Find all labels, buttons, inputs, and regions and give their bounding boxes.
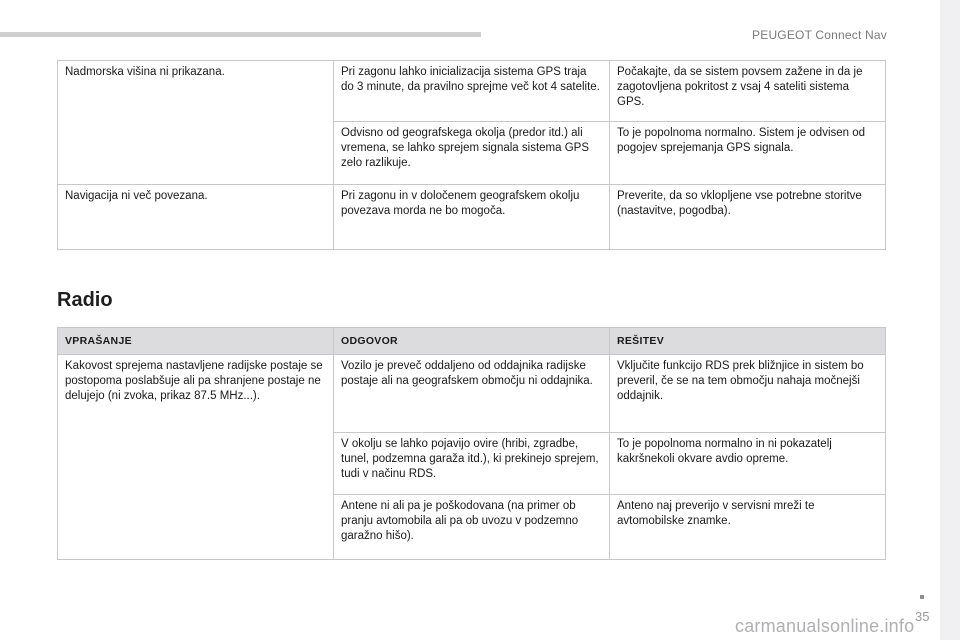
question-cell: Kakovost sprejema nastavljene radijske postaje se postopoma poslabšuje ali pa shranjene postaje ne delujejo (ni zvoka, prikaz 87.5 MHz...).	[58, 355, 334, 560]
table-header-row	[58, 328, 886, 355]
table-row	[58, 61, 886, 122]
question-cell: Nadmorska višina ni prikazana.	[58, 61, 334, 185]
answer-cell: V okolju se lahko pojavijo ovire (hribi, zgradbe, tunel, podzemna garaža itd.), ki prekinejo sprejem, tudi v načinu RDS.	[334, 433, 610, 495]
header-answer: ODGOVOR	[334, 328, 610, 355]
question-cell: Navigacija ni več povezana.	[58, 185, 334, 250]
solution-cell: Anteno naj preverijo v servisni mreži te avtomobilske znamke.	[610, 495, 886, 560]
radio-troubleshooting-table	[57, 327, 886, 560]
solution-cell: Vključite funkcijo RDS prek bližnjice in sistem bo preveril, če se na tem območju nahaja močnejši oddajnik.	[610, 355, 886, 433]
answer-cell: Odvisno od geografskega okolja (predor itd.) ali vremena, se lahko sprejem signala sistema GPS zelo razlikuje.	[334, 122, 610, 185]
watermark: carmanualsonline.info	[735, 616, 915, 636]
answer-cell: Pri zagonu in v določenem geografskem okolju povezava morda ne bo mogoča.	[334, 185, 610, 250]
page-number: 35	[915, 609, 930, 624]
solution-cell: To je popolnoma normalno. Sistem je odvisen od pogojev sprejemanja GPS signala.	[610, 122, 886, 185]
gps-troubleshooting-table	[57, 60, 886, 250]
table-row	[58, 355, 886, 433]
square-bullet-icon	[920, 595, 924, 599]
answer-cell: Pri zagonu lahko inicializacija sistema GPS traja do 3 minute, da pravilno sprejme več kot 4 satelite.	[334, 61, 610, 122]
top-rule	[0, 32, 481, 37]
solution-cell: To je popolnoma normalno in ni pokazatelj kakršnekoli okvare avdio opreme.	[610, 433, 886, 495]
table-row	[58, 185, 886, 250]
solution-cell: Preverite, da so vklopljene vse potrebne storitve (nastavitve, pogodba).	[610, 185, 886, 250]
solution-cell: Počakajte, da se sistem povsem zažene in da je zagotovljena pokritost z vsaj 4 sateliti sistema GPS.	[610, 61, 886, 122]
header-solution: REŠITEV	[610, 328, 886, 355]
right-band	[940, 0, 960, 640]
header-question: VPRAŠANJE	[58, 328, 334, 355]
answer-cell: Vozilo je preveč oddaljeno od oddajnika radijske postaje ali na geografskem območju ni oddajnika.	[334, 355, 610, 433]
answer-cell: Antene ni ali pa je poškodovana (na primer ob pranju avtomobila ali pa ob uvozu v podzemno garažno hišo).	[334, 495, 610, 560]
section-title-radio: Radio	[57, 289, 113, 311]
header-brand: PEUGEOT Connect Nav	[752, 28, 887, 42]
